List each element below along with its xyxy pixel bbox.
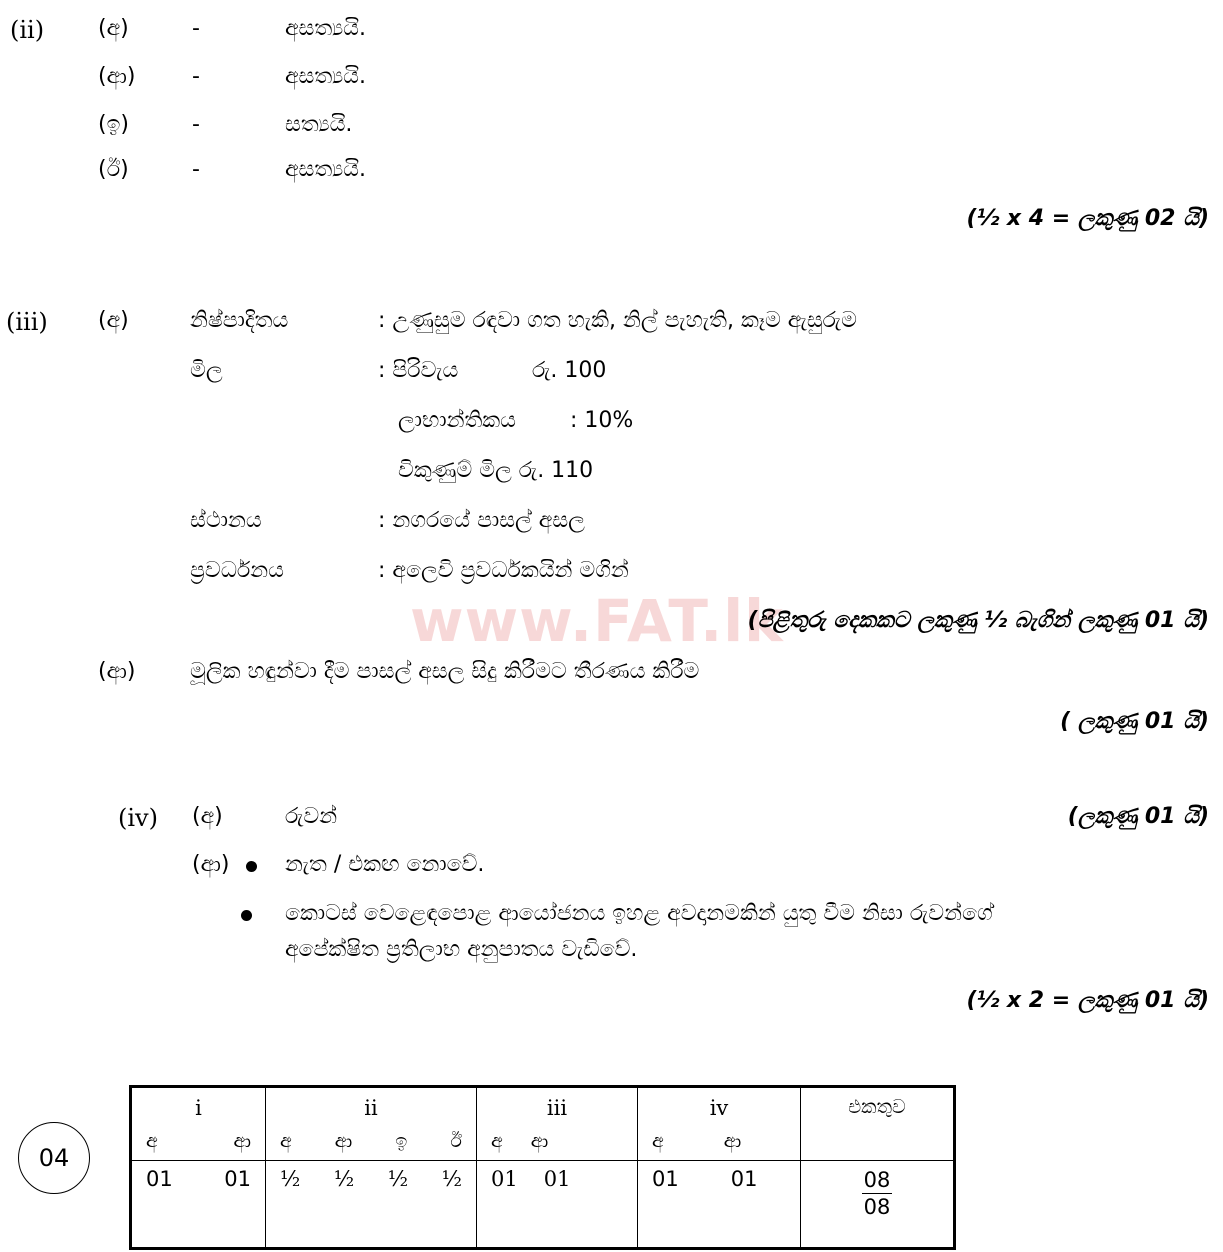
price-cost-value: රු. 100 (532, 358, 607, 383)
sub-label: ආ (723, 1130, 742, 1152)
part-iii-a-letter: (අ) (98, 308, 129, 333)
group-i-header (131, 1087, 266, 1161)
part-iii-label: (iii) (6, 308, 48, 336)
group-iv-values (638, 1161, 801, 1249)
mark-value: 01 (224, 1167, 251, 1191)
part-iv-a-answer: රුවන් (285, 804, 338, 829)
bullet-icon (246, 861, 257, 872)
sub-label: අ (280, 1130, 292, 1152)
marks-table (129, 1085, 956, 1250)
sub-label: ආ (530, 1130, 549, 1152)
price-sale: විකුණුම් මිල රු. 110 (398, 458, 594, 483)
sub-label: අ (652, 1130, 664, 1152)
price-label: මිල (190, 358, 223, 383)
bullet-icon (241, 910, 252, 921)
part-ii-item-a-letter: (අ) (98, 16, 129, 41)
question-number: 04 (38, 1144, 70, 1172)
total-numerator: 08 (862, 1167, 893, 1194)
group-ii-values (266, 1161, 477, 1249)
mark-value: 01 (146, 1167, 173, 1191)
group-label: i (195, 1096, 202, 1120)
mark-value: ½ (280, 1167, 301, 1191)
part-iii-a-marks: (පිළිතුරු දෙකකට ලකුණු ½ බැගින් ලකුණු 01 යි) (747, 608, 1209, 633)
product-value: : උණුසුම රඳවා ගත හැකි, නිල් පැහැති, කෑම ඇසුරුම (378, 308, 857, 333)
group-label: iii (546, 1096, 568, 1120)
sub-label: අ (146, 1130, 158, 1152)
sub-label: ආ (233, 1130, 251, 1152)
question-number-circle (18, 1122, 90, 1194)
mark-value: 01 (730, 1167, 758, 1191)
mark-value: ½ (387, 1167, 409, 1191)
watermark: www.FAT.lk (410, 587, 784, 655)
mark-value: ½ (333, 1167, 355, 1191)
total-header (801, 1087, 955, 1161)
group-iii-header (477, 1087, 638, 1161)
mark-value: ½ (441, 1167, 462, 1191)
part-ii-item-b-letter: (ආ) (98, 64, 136, 89)
total-denominator: 08 (863, 1195, 891, 1220)
place-label: ස්ථානය (190, 508, 262, 533)
place-value: : නගරයේ පාසල් අසල (378, 508, 585, 533)
price-profit-value: : 10% (570, 408, 634, 433)
marks-table-header-row (131, 1087, 955, 1161)
part-iii-b-letter: (ආ) (98, 659, 136, 684)
group-iii-values (477, 1161, 638, 1249)
group-iv-header (638, 1087, 801, 1161)
part-ii-marks: (½ x 4 = ලකුණු 02 යි) (966, 206, 1209, 231)
group-label: ii (364, 1096, 378, 1120)
part-ii-item-d-dash: - (192, 157, 200, 182)
group-label: iv (709, 1096, 729, 1120)
group-ii-header (266, 1087, 477, 1161)
part-ii-label: (ii) (10, 16, 45, 44)
part-iii-b-answer: මූලික හඳුන්වා දීම පාසල් අසල සිදු කිරීමට තීරණය කිරීම (190, 659, 700, 684)
promotion-value: : අලෙවි ප්‍රවර්ධකයින් මගින් (378, 558, 629, 583)
part-ii-item-d-answer: අසත්‍යයි. (285, 157, 366, 182)
total-label: එකතුව (848, 1096, 906, 1118)
part-ii-item-c-answer: සත්‍යයි. (285, 112, 353, 137)
sub-label: ආ (334, 1130, 353, 1152)
sub-label: ඉ (395, 1130, 408, 1152)
mark-value: 01 (652, 1167, 679, 1191)
price-cost-label: : පිරිවැය (378, 358, 459, 383)
part-iv-b-bullet-1: නැත / එකඟ නොවේ. (285, 852, 485, 877)
part-ii-item-b-dash: - (192, 64, 200, 89)
part-iii-b-marks: ( ලකුණු 01 යි) (1060, 709, 1209, 734)
group-i-values (131, 1161, 266, 1249)
part-iv-label: (iv) (118, 804, 158, 832)
total-values (801, 1161, 955, 1249)
part-iv-b-marks: (½ x 2 = ලකුණු 01 යි) (966, 988, 1209, 1013)
sub-label: ඊ (450, 1130, 462, 1152)
mark-value: 01 (543, 1167, 571, 1191)
part-iv-a-marks: (ලකුණු 01 යි) (1067, 804, 1209, 829)
marks-table-values-row (131, 1161, 955, 1249)
part-iv-b-letter: (ආ) (192, 852, 230, 877)
sub-label: අ (491, 1130, 503, 1152)
part-iv-b-bullet-2-line-2: අපේක්ෂිත ප්‍රතිලාභ අනුපාතය වැඩිවේ. (285, 937, 638, 962)
part-ii-item-b-answer: අසත්‍යයි. (285, 64, 366, 89)
part-ii-item-c-letter: (ඉ) (98, 112, 129, 137)
part-ii-item-a-answer: අසත්‍යයි. (285, 16, 366, 41)
product-label: නිෂ්පාදිතය (190, 308, 289, 333)
mark-value: 01 (491, 1167, 518, 1191)
part-iv-a-letter: (අ) (192, 804, 223, 829)
price-profit-label: ලාභාන්තිකය (398, 408, 516, 433)
promotion-label: ප්‍රවර්ධනය (190, 558, 284, 583)
part-ii-item-c-dash: - (192, 112, 200, 137)
part-ii-item-a-dash: - (192, 16, 200, 41)
part-ii-item-d-letter: (ඊ) (98, 157, 129, 182)
part-iv-b-bullet-2-line-1: කොටස් වෙළෙඳපොළ ආයෝජනය ඉහළ අවදානමකින් යුතු වීම නිසා රුවන්ගේ (285, 901, 993, 926)
